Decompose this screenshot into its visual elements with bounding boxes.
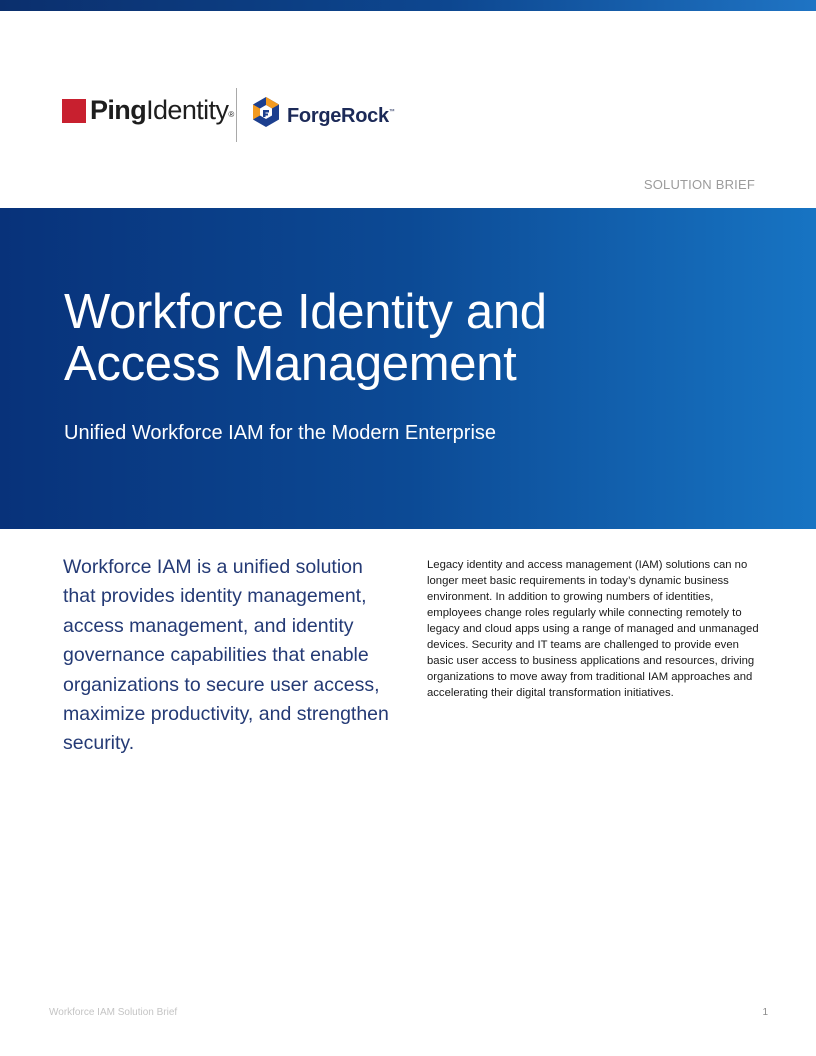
page-subtitle: Unified Workforce IAM for the Modern Enterprise <box>64 422 497 444</box>
page-title: Workforce Identity and Access Management <box>64 285 547 391</box>
page-number: 1 <box>762 1007 768 1018</box>
forgerock-logo: ForgeRock™ <box>287 105 395 127</box>
document-type-label: SOLUTION BRIEF <box>643 177 755 192</box>
forgerock-hexagon-icon <box>251 96 281 128</box>
intro-paragraph: Workforce IAM is a unified solution that provides identity management, access management, and identity governance capabilities that enable organizations to secure user access, maximize productivity, and strengthen security. <box>63 556 389 755</box>
top-accent-bar <box>0 0 816 11</box>
ping-square-icon <box>62 99 86 123</box>
footer-document-label: Workforce IAM Solution Brief <box>49 1007 178 1018</box>
logo-divider <box>236 88 237 142</box>
hero-banner <box>0 208 816 529</box>
logo-row <box>62 88 402 142</box>
ping-identity-logo: PingIdentity® <box>90 95 234 125</box>
body-paragraph: Legacy identity and access management (IAM) solutions can no longer meet basic requirements in today’s dynamic business environment. In addition to growing numbers of identities, employees change roles regularly while connecting remotely to legacy and cloud apps using a range of managed and unmanaged devices. Security and IT teams are challenged to provide even basic user access to business applications and resources, driving organizations to move away from traditional IAM approaches and accelerating their digital transformation initiatives. <box>427 559 759 699</box>
